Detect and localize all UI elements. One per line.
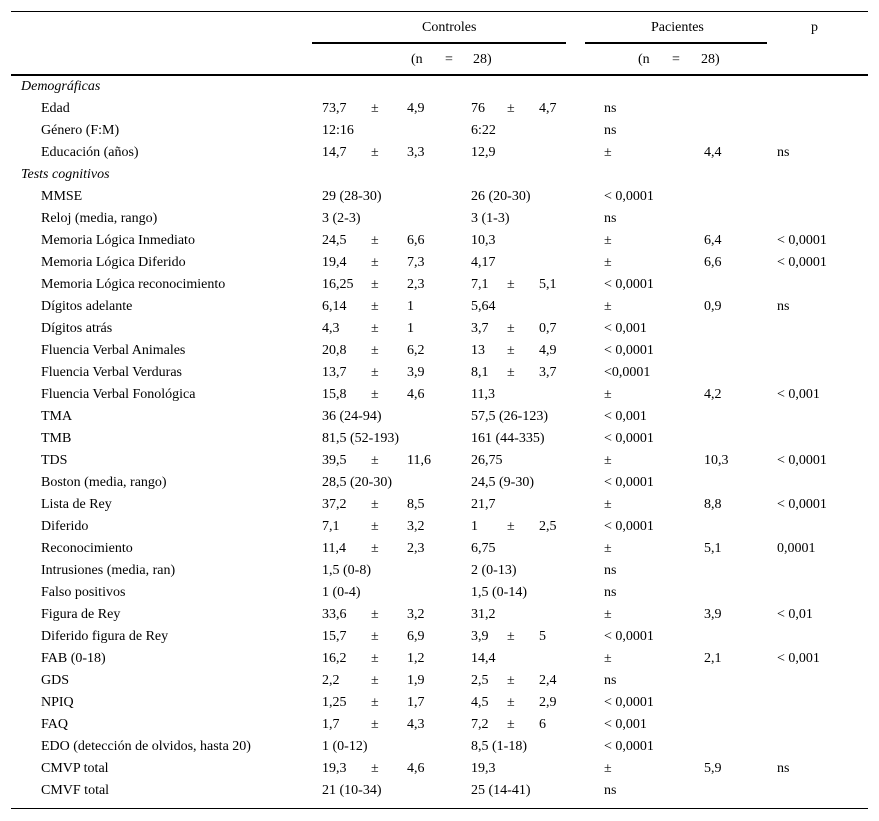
controles-cell: 3,9	[407, 365, 425, 380]
extra-cell: < 0,001	[604, 321, 647, 336]
variable-label: Fluencia Verbal Fonológica	[41, 387, 196, 402]
variable-label: Memoria Lógica Inmediato	[41, 233, 195, 248]
extra-cell: ±	[604, 761, 612, 776]
pacientes-cell: ±	[507, 365, 515, 380]
extra-cell: ±	[604, 145, 612, 160]
extra-cell: 4,2	[704, 387, 722, 402]
pacientes-cell: 6,75	[471, 541, 496, 556]
controles-cell: 21 (10-34)	[322, 783, 382, 798]
controles-cell: 4,6	[407, 387, 425, 402]
controles-cell: 2,3	[407, 277, 425, 292]
controles-cell: 28,5 (20-30)	[322, 475, 392, 490]
controles-cell: 24,5	[322, 233, 347, 248]
pacientes-cell: 2,5	[539, 519, 557, 534]
pacientes-cell: 13	[471, 343, 485, 358]
controles-cell: ±	[371, 629, 379, 644]
controles-cell: 6,9	[407, 629, 425, 644]
controles-cell: 4,6	[407, 761, 425, 776]
controles-cell: ±	[371, 761, 379, 776]
pacientes-cell: ±	[507, 695, 515, 710]
controles-cell: 11,6	[407, 453, 431, 468]
table-row	[11, 472, 868, 494]
pacientes-group-rule	[585, 42, 767, 44]
variable-label: Lista de Rey	[41, 497, 112, 512]
pacientes-cell: 5,1	[539, 277, 557, 292]
header-p: p	[811, 20, 818, 35]
table-row	[11, 362, 868, 384]
controles-cell: 37,2	[322, 497, 347, 512]
pacientes-cell: ±	[507, 321, 515, 336]
section-label: Tests cognitivos	[21, 167, 110, 182]
controles-cell: ±	[371, 497, 379, 512]
variable-label: Memoria Lógica Diferido	[41, 255, 186, 270]
table-row	[11, 582, 868, 604]
controles-cell: 33,6	[322, 607, 347, 622]
pacientes-cell: 1,5 (0-14)	[471, 585, 527, 600]
extra-cell: < 0,001	[777, 387, 820, 402]
table-row	[11, 670, 868, 692]
controles-cell: 12:16	[322, 123, 354, 138]
variable-label: GDS	[41, 673, 70, 688]
extra-cell: ns	[604, 673, 617, 688]
table-row	[11, 340, 868, 362]
controles-cell: 2,2	[322, 673, 340, 688]
pacientes-cell: 161 (44-335)	[471, 431, 545, 446]
controles-cell: 1	[407, 321, 414, 336]
controles-cell: ±	[371, 651, 379, 666]
table-row	[11, 780, 868, 802]
extra-cell: ns	[604, 211, 617, 226]
extra-cell: 3,9	[704, 607, 722, 622]
controles-cell: 6,6	[407, 233, 425, 248]
pacientes-cell: 1	[471, 519, 478, 534]
pacientes-n-equals: =	[672, 52, 680, 67]
controles-cell: 73,7	[322, 101, 347, 116]
pacientes-cell: 21,7	[471, 497, 496, 512]
controles-cell: 15,7	[322, 629, 347, 644]
controles-cell: 6,14	[322, 299, 347, 314]
table-row	[11, 450, 868, 472]
table-row	[11, 142, 868, 164]
controles-cell: 19,4	[322, 255, 347, 270]
variable-label: Fluencia Verbal Animales	[41, 343, 186, 358]
pacientes-cell: 7,2	[471, 717, 489, 732]
variable-label: Intrusiones (media, ran)	[41, 563, 176, 578]
extra-cell: < 0,0001	[777, 453, 827, 468]
extra-cell: ns	[604, 585, 617, 600]
pacientes-cell: 2 (0-13)	[471, 563, 517, 578]
controles-cell: 1 (0-12)	[322, 739, 368, 754]
variable-label: TMA	[41, 409, 73, 424]
controles-cell: 7,3	[407, 255, 425, 270]
controles-n-value: 28)	[473, 52, 492, 67]
pacientes-cell: 2,5	[471, 673, 489, 688]
table-row	[11, 186, 868, 208]
controles-cell: ±	[371, 277, 379, 292]
controles-cell: 1,7	[322, 717, 340, 732]
pacientes-cell: 3 (1-3)	[471, 211, 510, 226]
pacientes-cell: 57,5 (26-123)	[471, 409, 548, 424]
controles-cell: 4,3	[322, 321, 340, 336]
controles-cell: 7,1	[322, 519, 340, 534]
controles-cell: 4,3	[407, 717, 425, 732]
extra-cell: ±	[604, 233, 612, 248]
pacientes-cell: ±	[507, 519, 515, 534]
extra-cell: 5,1	[704, 541, 722, 556]
pacientes-cell: 6	[539, 717, 546, 732]
pacientes-cell: 10,3	[471, 233, 496, 248]
table-row	[11, 120, 868, 142]
pacientes-cell: 4,17	[471, 255, 496, 270]
header-pacientes: Pacientes	[651, 20, 704, 35]
table-row	[11, 604, 868, 626]
extra-cell: < 0,0001	[604, 695, 654, 710]
controles-cell: ±	[371, 541, 379, 556]
variable-label: Figura de Rey	[41, 607, 121, 622]
controles-cell: 29 (28-30)	[322, 189, 382, 204]
pacientes-cell: 5,64	[471, 299, 496, 314]
pacientes-cell: 3,7	[471, 321, 489, 336]
extra-cell: < 0,0001	[604, 475, 654, 490]
controles-cell: 3,2	[407, 607, 425, 622]
table-row	[11, 384, 868, 406]
controles-cell: 3,3	[407, 145, 425, 160]
pacientes-cell: 4,9	[539, 343, 557, 358]
extra-cell: ±	[604, 651, 612, 666]
controles-cell: ±	[371, 519, 379, 534]
extra-cell: ns	[604, 783, 617, 798]
table-row	[11, 98, 868, 120]
table-row	[11, 494, 868, 516]
pacientes-cell: 76	[471, 101, 485, 116]
pacientes-cell: ±	[507, 343, 515, 358]
extra-cell: < 0,0001	[777, 233, 827, 248]
controles-cell: ±	[371, 365, 379, 380]
header-controles: Controles	[422, 20, 477, 35]
pacientes-cell: ±	[507, 629, 515, 644]
pacientes-cell: 3,7	[539, 365, 557, 380]
extra-cell: 2,1	[704, 651, 722, 666]
table-row	[11, 626, 868, 648]
table-row	[11, 692, 868, 714]
section-label: Demográficas	[21, 79, 101, 94]
variable-label: Género (F:M)	[41, 123, 120, 138]
extra-cell: ±	[604, 255, 612, 270]
pacientes-n-open: (n	[638, 52, 650, 67]
variable-label: CMVF total	[41, 783, 110, 798]
variable-label: Dígitos atrás	[41, 321, 113, 336]
results-table	[11, 0, 868, 821]
table-row	[11, 538, 868, 560]
controles-cell: ±	[371, 299, 379, 314]
controles-cell: 1,25	[322, 695, 347, 710]
extra-cell: < 0,0001	[777, 255, 827, 270]
controles-cell: 2,3	[407, 541, 425, 556]
table-top-rule	[11, 11, 868, 12]
table-bottom-rule	[11, 808, 868, 809]
section-row	[11, 76, 868, 98]
pacientes-cell: ±	[507, 673, 515, 688]
controles-group-rule	[312, 42, 566, 44]
table-row	[11, 714, 868, 736]
extra-cell: < 0,0001	[604, 629, 654, 644]
controles-cell: 6,2	[407, 343, 425, 358]
table-row	[11, 758, 868, 780]
extra-cell: < 0,0001	[604, 343, 654, 358]
variable-label: Fluencia Verbal Verduras	[41, 365, 182, 380]
variable-label: Falso positivos	[41, 585, 126, 600]
extra-cell: 10,3	[704, 453, 729, 468]
pacientes-cell: 4,5	[471, 695, 489, 710]
controles-cell: 1,7	[407, 695, 425, 710]
controles-cell: ±	[371, 695, 379, 710]
pacientes-cell: 12,9	[471, 145, 496, 160]
extra-cell: 8,8	[704, 497, 722, 512]
controles-cell: 1,9	[407, 673, 425, 688]
controles-cell: ±	[371, 145, 379, 160]
extra-cell: ns	[777, 299, 790, 314]
extra-cell: < 0,001	[777, 651, 820, 666]
table-row	[11, 648, 868, 670]
controles-cell: 15,8	[322, 387, 347, 402]
extra-cell: < 0,0001	[777, 497, 827, 512]
variable-label: MMSE	[41, 189, 83, 204]
table-row	[11, 516, 868, 538]
extra-cell: ns	[604, 123, 617, 138]
controles-cell: 16,25	[322, 277, 354, 292]
pacientes-cell: 11,3	[471, 387, 495, 402]
extra-cell: ±	[604, 607, 612, 622]
controles-cell: 14,7	[322, 145, 347, 160]
extra-cell: < 0,0001	[604, 519, 654, 534]
pacientes-cell: 7,1	[471, 277, 489, 292]
controles-cell: ±	[371, 343, 379, 358]
pacientes-cell: 4,7	[539, 101, 557, 116]
controles-cell: 36 (24-94)	[322, 409, 382, 424]
variable-label: Reloj (media, rango)	[41, 211, 158, 226]
pacientes-cell: 26 (20-30)	[471, 189, 531, 204]
controles-cell: 81,5 (52-193)	[322, 431, 399, 446]
controles-cell: 3 (2-3)	[322, 211, 361, 226]
extra-cell: ns	[777, 145, 790, 160]
variable-label: Edad	[41, 101, 70, 116]
controles-cell: ±	[371, 453, 379, 468]
controles-cell: 11,4	[322, 541, 346, 556]
pacientes-cell: 5	[539, 629, 546, 644]
controles-cell: 1,2	[407, 651, 425, 666]
variable-label: EDO (detección de olvidos, hasta 20)	[41, 739, 251, 754]
extra-cell: 5,9	[704, 761, 722, 776]
table-row	[11, 252, 868, 274]
pacientes-cell: 31,2	[471, 607, 496, 622]
pacientes-cell: 26,75	[471, 453, 503, 468]
pacientes-n-value: 28)	[701, 52, 720, 67]
extra-cell: ±	[604, 497, 612, 512]
table-row	[11, 428, 868, 450]
extra-cell: < 0,01	[777, 607, 813, 622]
pacientes-cell: 2,9	[539, 695, 557, 710]
extra-cell: ns	[604, 101, 617, 116]
extra-cell: ns	[777, 761, 790, 776]
pacientes-cell: 8,5 (1-18)	[471, 739, 527, 754]
table-row	[11, 318, 868, 340]
extra-cell: ns	[604, 563, 617, 578]
variable-label: FAQ	[41, 717, 68, 732]
pacientes-cell: 2,4	[539, 673, 557, 688]
controles-cell: 1,5 (0-8)	[322, 563, 371, 578]
variable-label: NPIQ	[41, 695, 74, 710]
extra-cell: 6,6	[704, 255, 722, 270]
extra-cell: <0,0001	[604, 365, 651, 380]
variable-label: Reconocimiento	[41, 541, 133, 556]
variable-label: FAB (0-18)	[41, 651, 106, 666]
extra-cell: 4,4	[704, 145, 722, 160]
controles-cell: ±	[371, 717, 379, 732]
variable-label: TMB	[41, 431, 72, 446]
pacientes-cell: 6:22	[471, 123, 496, 138]
extra-cell: < 0,0001	[604, 277, 654, 292]
table-row	[11, 274, 868, 296]
controles-n-open: (n	[411, 52, 423, 67]
extra-cell: 6,4	[704, 233, 722, 248]
controles-cell: ±	[371, 387, 379, 402]
controles-cell: 8,5	[407, 497, 425, 512]
extra-cell: < 0,0001	[604, 431, 654, 446]
controles-cell: 16,2	[322, 651, 347, 666]
controles-cell: 39,5	[322, 453, 347, 468]
extra-cell: ±	[604, 541, 612, 556]
variable-label: Diferido figura de Rey	[41, 629, 169, 644]
extra-cell: 0,0001	[777, 541, 816, 556]
variable-label: Educación (años)	[41, 145, 139, 160]
controles-cell: 19,3	[322, 761, 347, 776]
table-row	[11, 406, 868, 428]
controles-cell: ±	[371, 607, 379, 622]
pacientes-cell: 3,9	[471, 629, 489, 644]
table-row	[11, 296, 868, 318]
pacientes-cell: 0,7	[539, 321, 557, 336]
variable-label: Memoria Lógica reconocimiento	[41, 277, 226, 292]
table-row	[11, 560, 868, 582]
table-row	[11, 230, 868, 252]
variable-label: TDS	[41, 453, 68, 468]
pacientes-cell: 19,3	[471, 761, 496, 776]
section-row	[11, 164, 868, 186]
variable-label: Diferido	[41, 519, 89, 534]
pacientes-cell: 24,5 (9-30)	[471, 475, 534, 490]
table-row	[11, 736, 868, 758]
controles-cell: 20,8	[322, 343, 347, 358]
extra-cell: < 0,0001	[604, 739, 654, 754]
extra-cell: < 0,001	[604, 717, 647, 732]
pacientes-cell: ±	[507, 277, 515, 292]
controles-cell: 13,7	[322, 365, 347, 380]
extra-cell: ±	[604, 453, 612, 468]
pacientes-cell: ±	[507, 101, 515, 116]
controles-cell: 1	[407, 299, 414, 314]
extra-cell: ±	[604, 387, 612, 402]
controles-cell: ±	[371, 321, 379, 336]
pacientes-cell: 8,1	[471, 365, 489, 380]
pacientes-cell: 25 (14-41)	[471, 783, 531, 798]
pacientes-cell: ±	[507, 717, 515, 732]
variable-label: CMVP total	[41, 761, 109, 776]
controles-cell: 1 (0-4)	[322, 585, 361, 600]
table-row	[11, 208, 868, 230]
extra-cell: ±	[604, 299, 612, 314]
extra-cell: 0,9	[704, 299, 722, 314]
extra-cell: < 0,0001	[604, 189, 654, 204]
controles-n-equals: =	[445, 52, 453, 67]
controles-cell: 3,2	[407, 519, 425, 534]
controles-cell: ±	[371, 101, 379, 116]
controles-cell: ±	[371, 673, 379, 688]
controles-cell: ±	[371, 233, 379, 248]
variable-label: Dígitos adelante	[41, 299, 133, 314]
controles-cell: ±	[371, 255, 379, 270]
controles-cell: 4,9	[407, 101, 425, 116]
pacientes-cell: 14,4	[471, 651, 496, 666]
variable-label: Boston (media, rango)	[41, 475, 167, 490]
extra-cell: < 0,001	[604, 409, 647, 424]
